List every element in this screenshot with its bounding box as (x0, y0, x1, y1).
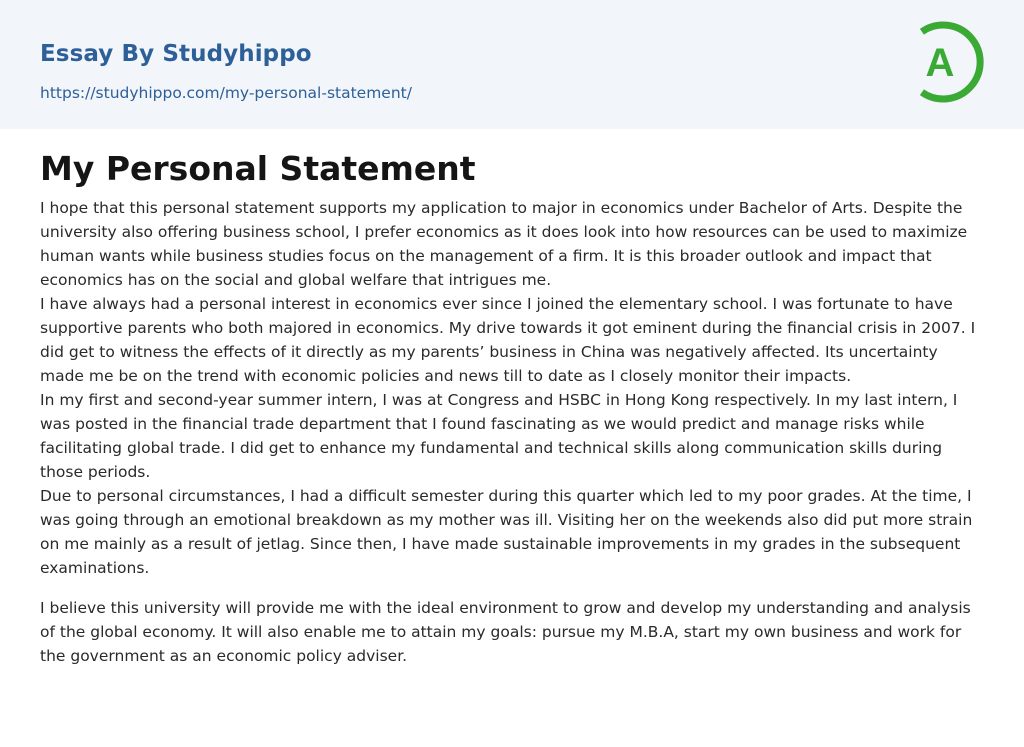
essay-body (40, 196, 984, 668)
essay-paragraph: Due to personal circumstances, I had a difficult semester during this quarter which led to my poor grades. At the time, I was going through an emotional breakdown as my mother was ill. Visiting her on the weekends also did put more strain on me mainly as a result of jetlag. Since then, I have made sustainable improvements in my grades in the subsequent examinations. (40, 487, 973, 577)
essay-paragraph: In my first and second-year summer intern, I was at Congress and HSBC in Hong Kong respectively. In my last intern, I was posted in the financial trade department that I found fascinating as we would predict and manage risks while facilitating global trade. I did get to enhance my fundamental and technical skills along communication skills during those periods. (40, 391, 958, 481)
essay-title: My Personal Statement (40, 149, 476, 188)
essay-paragraph: I believe this university will provide me with the ideal environment to grow and develop my understanding and analysis of the global economy. It will also enable me to attain my goals: pursue my M.B.A, start my own business and work for the government as an economic policy adviser. (40, 599, 971, 665)
page-header (0, 0, 1024, 129)
brand-title: Essay By Studyhippo (40, 41, 312, 67)
logo-letter: A (925, 41, 955, 85)
studyhippo-a-logo-icon[interactable] (912, 19, 986, 105)
essay-paragraph: I have always had a personal interest in economics ever since I joined the elementary school. I was fortunate to have supportive parents who both majored in economics. My drive towards it got eminent during the financial crisis in 2007. I did get to witness the effects of it directly as my parents’ business in China was negatively affected. Its uncertainty made me be on the trend with economic policies and news till to date as I closely monitor their impacts. (40, 295, 976, 385)
essay-paragraph: I hope that this personal statement supports my application to major in economics under Bachelor of Arts. Despite the university also offering business school, I prefer economics as it does look into how resources can be used to maximize human wants while business studies focus on the management of a firm. It is this broader outlook and impact that economics has on the social and global welfare that intrigues me. (40, 199, 968, 289)
essay-content (40, 129, 984, 668)
source-url-link[interactable]: https://studyhippo.com/my-personal-statement/ (40, 84, 412, 102)
